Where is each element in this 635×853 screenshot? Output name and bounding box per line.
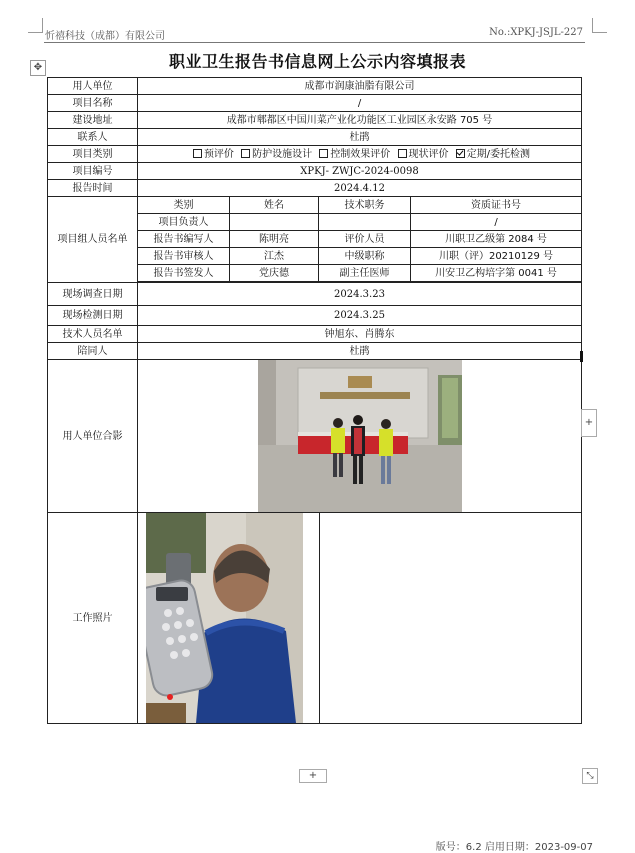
project-name-label: 项目名称	[48, 95, 138, 112]
team-label: 项目组人员名单	[48, 197, 138, 283]
group-photo-label: 用人单位合影	[48, 360, 138, 513]
corner-mark-top-right	[592, 18, 607, 33]
escort-label: 陪同人	[48, 343, 138, 360]
team-subtable	[138, 197, 582, 283]
team-title	[319, 214, 411, 231]
escort-value: 杜鹃	[138, 343, 582, 360]
team-header: 类别	[138, 197, 230, 214]
team-cert: 川职卫乙级第 2084 号	[411, 231, 582, 248]
contact-label: 联系人	[48, 129, 138, 146]
report-time-label: 报告时间	[48, 180, 138, 197]
header-company: 忻禧科技（成都）有限公司	[45, 31, 165, 42]
team-role: 报告书编写人	[138, 231, 230, 248]
employer-value: 成都市润康油脂有限公司	[138, 78, 582, 95]
work-photo-empty-cell	[320, 513, 582, 724]
test-date-label: 现场检测日期	[48, 306, 138, 326]
team-name: 江杰	[230, 248, 319, 265]
document-title: 职业卫生报告书信息网上公示内容填报表	[168, 52, 466, 71]
header-doc-number: No.:XPKJ-JSJL-227	[489, 27, 583, 38]
footer-version: 版号：6.2 启用日期：2023-09-07	[435, 842, 593, 853]
table-row	[48, 326, 582, 343]
table-row	[48, 129, 582, 146]
team-title: 评价人员	[319, 231, 411, 248]
address-label: 建设地址	[48, 112, 138, 129]
cursor-mark	[580, 351, 583, 362]
group-photo	[258, 360, 462, 512]
team-name: 党庆德	[230, 265, 319, 282]
table-row	[48, 78, 582, 95]
table-row	[48, 95, 582, 112]
table-row	[48, 513, 582, 724]
table-row	[48, 343, 582, 360]
team-cell	[138, 197, 582, 283]
team-title: 中级职称	[319, 248, 411, 265]
checkbox-label: 防护设施设计	[252, 148, 313, 160]
team-header: 姓名	[230, 197, 319, 214]
contact-value: 杜鹃	[138, 129, 582, 146]
table-row	[48, 360, 582, 513]
team-cert: /	[411, 214, 582, 231]
checkbox-label: 定期/委托检测	[466, 148, 531, 160]
team-cert: 川安卫乙构培字第 0041 号	[411, 265, 582, 282]
team-role: 报告书审核人	[138, 248, 230, 265]
address-value: 成都市郫都区中国川菜产业化功能区工业园区永安路 705 号	[138, 112, 582, 129]
work-photo-label: 工作照片	[48, 513, 138, 724]
team-name: 陈明亮	[230, 231, 319, 248]
table-row	[48, 112, 582, 129]
test-date-value: 2024.3.25	[138, 306, 582, 326]
project-no-label: 项目编号	[48, 163, 138, 180]
work-photo	[146, 513, 303, 723]
team-row	[138, 265, 582, 282]
header-divider	[44, 42, 585, 43]
checkbox-status-evaluation[interactable]	[398, 149, 407, 158]
checkbox-label: 预评价	[203, 148, 234, 160]
category-label: 项目类别	[48, 146, 138, 163]
table-row	[48, 306, 582, 326]
team-header: 资质证书号	[411, 197, 582, 214]
checkbox-periodic-testing[interactable]	[456, 149, 465, 158]
team-role: 报告书签发人	[138, 265, 230, 282]
add-row-button[interactable]: +	[299, 769, 327, 783]
table-row	[48, 197, 582, 283]
checkbox-protection-design[interactable]	[241, 149, 250, 158]
add-column-button[interactable]: +	[581, 409, 597, 437]
team-cert: 川职（评）20210129 号	[411, 248, 582, 265]
work-photo-cell	[138, 513, 320, 724]
team-role: 项目负责人	[138, 214, 230, 231]
tech-staff-label: 技术人员名单	[48, 326, 138, 343]
team-title: 副主任医师	[319, 265, 411, 282]
team-header: 技术职务	[319, 197, 411, 214]
project-name-value: /	[138, 95, 582, 112]
checkbox-pre-evaluation[interactable]	[193, 149, 202, 158]
report-time-value: 2024.4.12	[138, 180, 582, 197]
table-row	[48, 163, 582, 180]
checkbox-label: 控制效果评价	[330, 148, 391, 160]
group-photo-cell	[138, 360, 582, 513]
team-row	[138, 231, 582, 248]
checkbox-control-effect[interactable]	[319, 149, 328, 158]
tech-staff-value: 钟旭东、肖腾东	[138, 326, 582, 343]
team-name	[230, 214, 319, 231]
table-row	[48, 180, 582, 197]
survey-date-label: 现场调查日期	[48, 283, 138, 306]
team-header-row	[138, 197, 582, 214]
table-resize-icon[interactable]: ⤡	[582, 768, 598, 784]
project-no-value: XPKJ- ZWJC-2024-0098	[138, 163, 582, 180]
info-table	[47, 77, 582, 724]
team-row	[138, 214, 582, 231]
survey-date-value: 2024.3.23	[138, 283, 582, 306]
table-row	[48, 146, 582, 163]
checkbox-label: 现状评价	[408, 148, 449, 160]
corner-mark-top-left	[28, 18, 43, 33]
table-row	[48, 283, 582, 306]
team-row	[138, 248, 582, 265]
employer-label: 用人单位	[48, 78, 138, 95]
table-move-handle-icon[interactable]: ✥	[30, 60, 46, 76]
category-options	[138, 146, 582, 163]
